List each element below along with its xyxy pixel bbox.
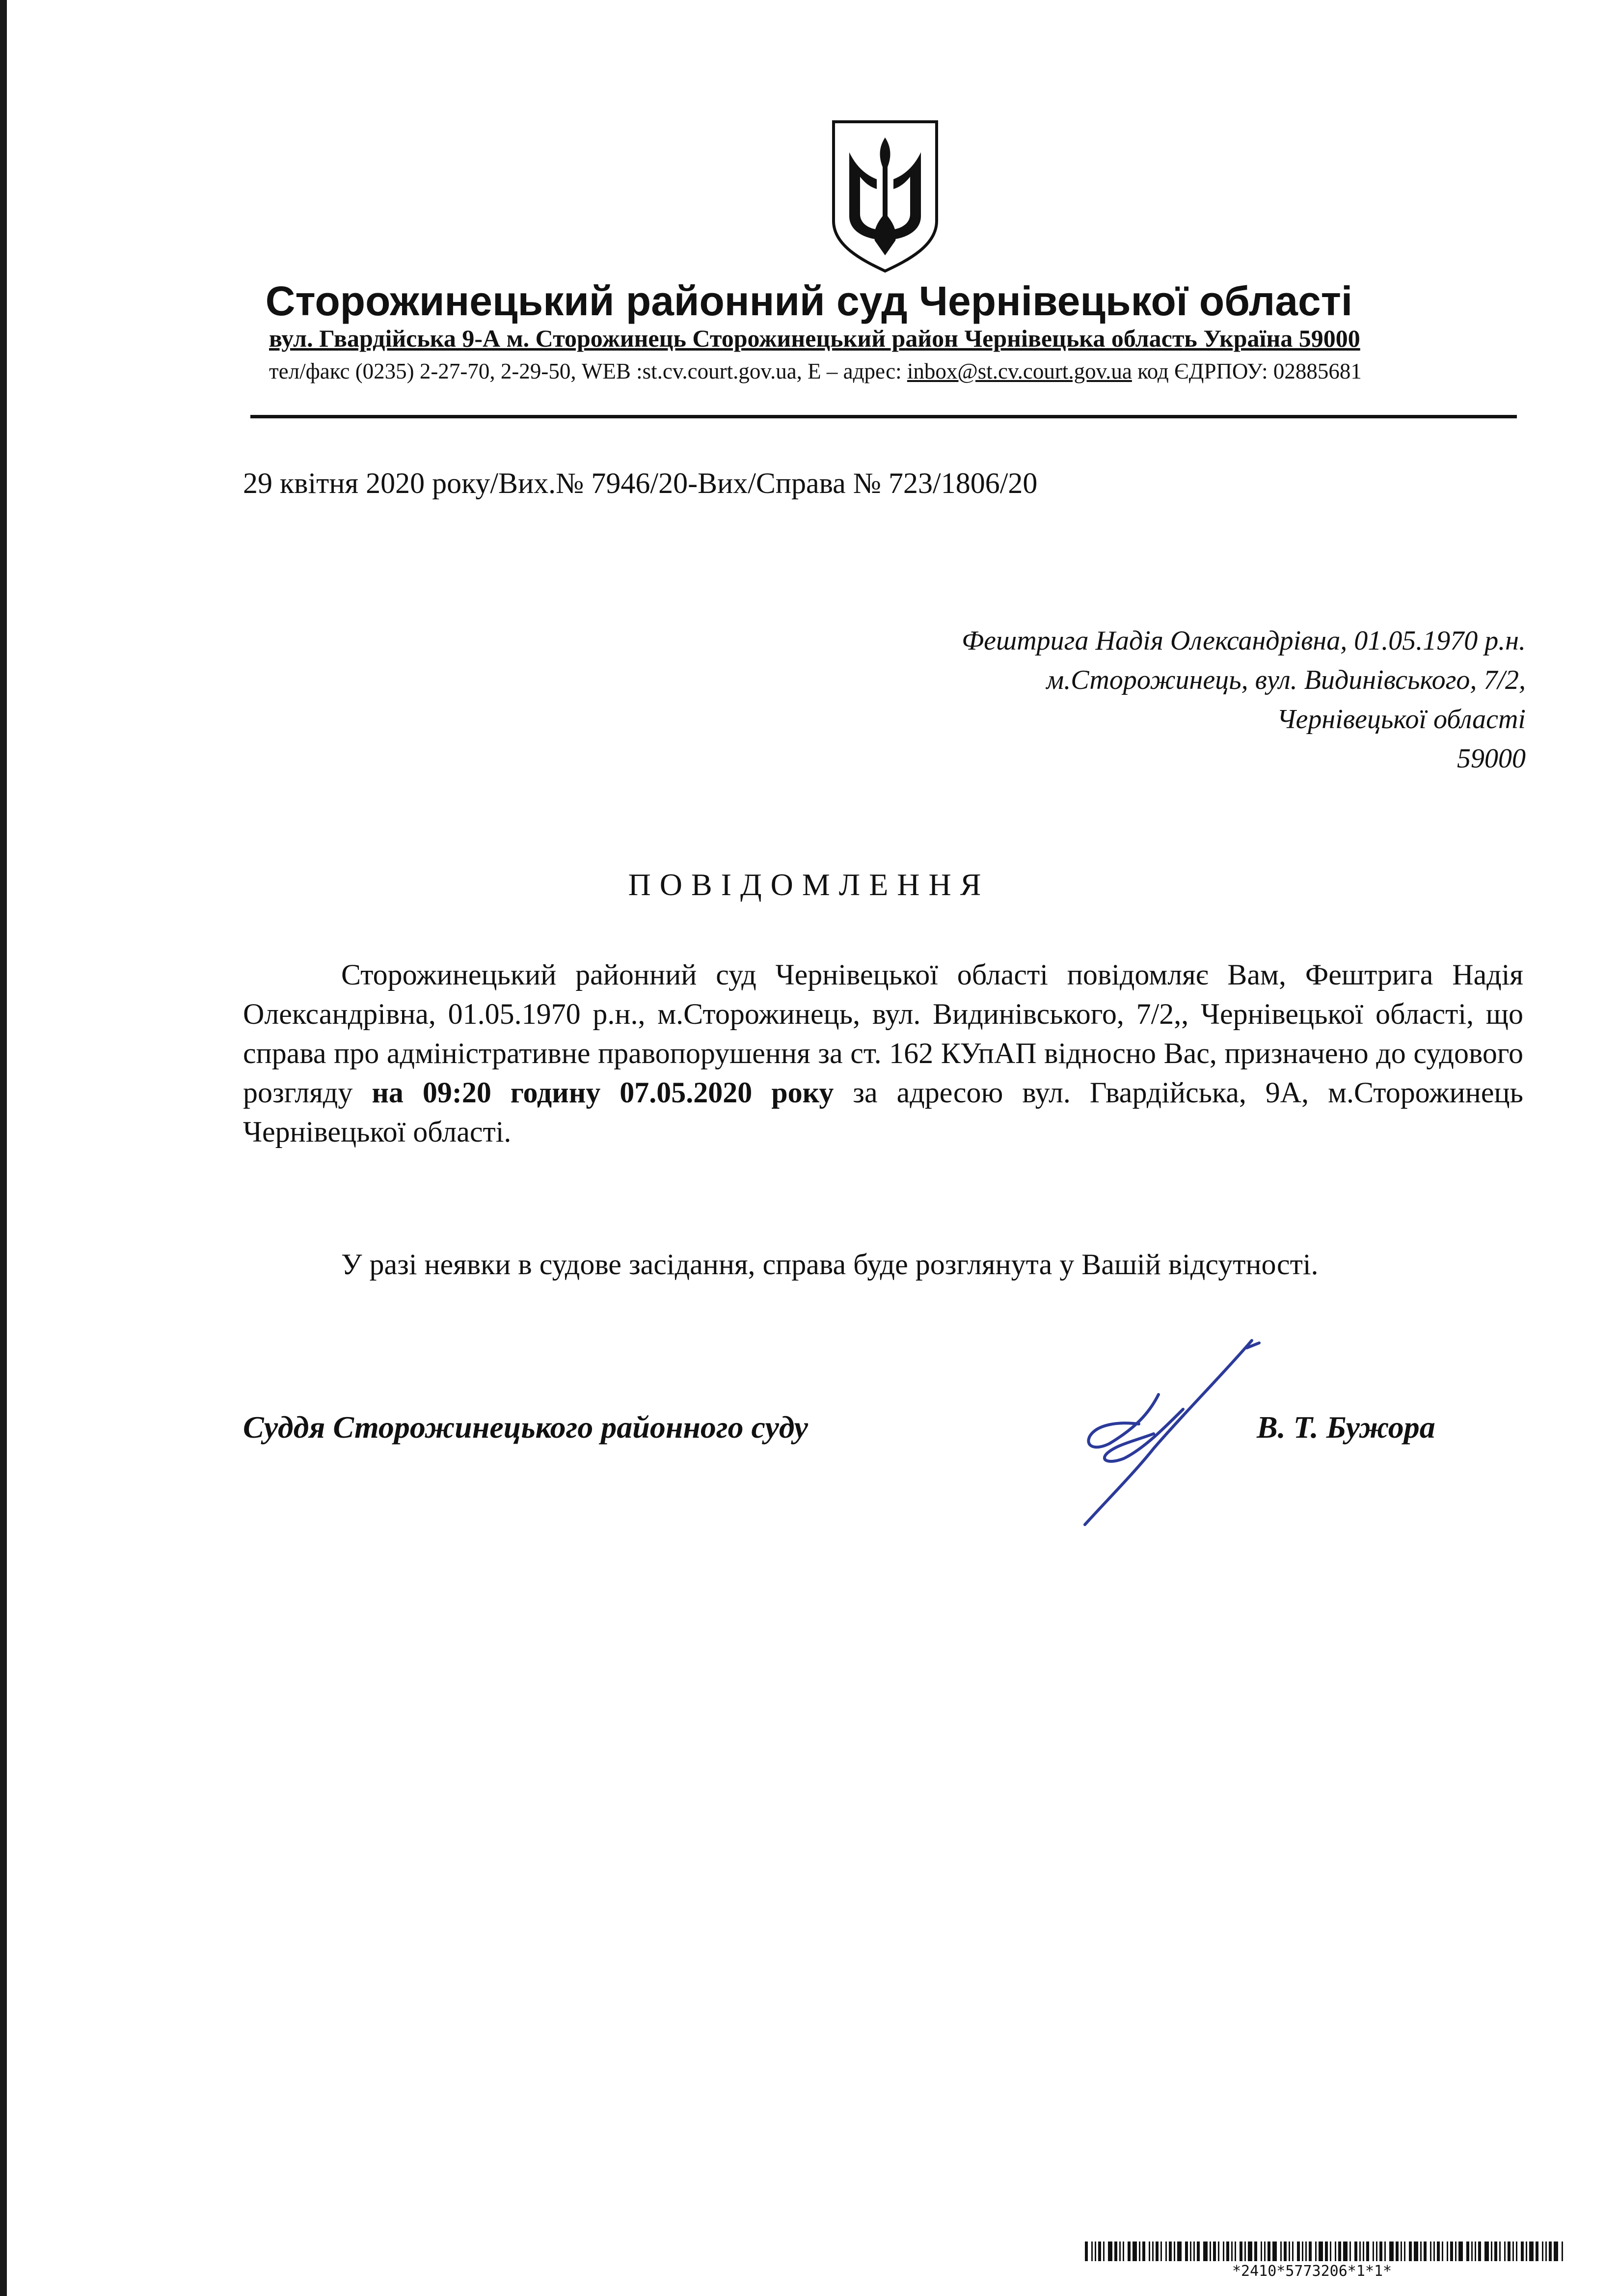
notice-paragraph-2: У разі неявки в судове засідання, справа буде розглянута у Вашій відсутності. xyxy=(341,1248,1319,1281)
barcode-bar xyxy=(1349,2241,1351,2261)
barcode-bar xyxy=(1549,2241,1552,2261)
barcode-bar xyxy=(1484,2241,1489,2261)
judge-name: В. Т. Бужора xyxy=(1257,1410,1435,1445)
barcode-bar xyxy=(1267,2241,1270,2261)
barcode-bar xyxy=(1139,2241,1140,2261)
barcode-bar xyxy=(1108,2241,1112,2261)
barcode-bar xyxy=(1354,2241,1357,2261)
court-email-link[interactable]: inbox@st.cv.court.gov.ua xyxy=(907,359,1132,383)
barcode-bar xyxy=(1494,2241,1497,2261)
barcode-bar xyxy=(1401,2241,1402,2261)
barcode-bar xyxy=(1409,2241,1412,2261)
signature-role: Суддя Сторожинецького районного суду xyxy=(243,1410,809,1445)
barcode-bar xyxy=(1508,2241,1510,2261)
court-edrpou-code: код ЄДРПОУ: 02885681 xyxy=(1132,359,1362,383)
barcode-bar xyxy=(1133,2241,1137,2261)
barcode-bar xyxy=(1447,2241,1448,2261)
barcode-bar xyxy=(1185,2241,1188,2261)
recipient-name-line: Фештрига Надія Олександрівна, 01.05.1970 р.н. xyxy=(962,626,1526,656)
barcode-bar xyxy=(1248,2241,1252,2261)
barcode-bar xyxy=(1424,2241,1427,2261)
barcode-bar xyxy=(1442,2241,1443,2261)
barcode-bar xyxy=(1142,2241,1145,2261)
notice-title: ПОВІДОМЛЕННЯ xyxy=(628,867,990,902)
barcode-bar xyxy=(1149,2241,1150,2261)
hearing-datetime: на 09:20 годину 07.05.2020 року xyxy=(372,1076,834,1109)
barcode-bar xyxy=(1384,2241,1386,2261)
barcode-bar xyxy=(1315,2241,1317,2261)
barcode-bar xyxy=(1095,2241,1096,2261)
barcode-bar xyxy=(1203,2241,1208,2261)
notice-paragraph-1 xyxy=(243,955,1523,1151)
barcode-bar xyxy=(1231,2241,1233,2261)
barcode-bar xyxy=(1396,2241,1399,2261)
barcode-bar xyxy=(1272,2241,1277,2261)
barcode-bar xyxy=(1261,2241,1262,2261)
barcode-bar xyxy=(1330,2241,1331,2261)
barcode-bar xyxy=(1305,2241,1307,2261)
notice-p1-text-a: Сторожинецький районний суд Чернівецької області повідомляє Вам, Фештрига Надія Олександрівна, 01.05.1970 р.н., м.Сторожинець, вул. Видинівського, 7/2,, Чернівецької області, що справа про адміністративне правопорушення за ст. 162 КУпАП відносно Вас, призначено до судового розгляду xyxy=(243,958,1523,1109)
barcode-bar xyxy=(1119,2241,1121,2261)
barcode-bar xyxy=(1433,2241,1435,2261)
recipient-region-line: Чернівецької області xyxy=(1276,704,1526,735)
recipient-postcode-line: 59000 xyxy=(1457,743,1526,774)
barcode-bar xyxy=(1197,2241,1200,2261)
barcode-bar xyxy=(1404,2241,1405,2261)
barcode-bar xyxy=(1177,2241,1182,2261)
recipient-address-line: м.Сторожинець, вул. Видинівського, 7/2, xyxy=(1046,665,1526,695)
barcode-bar xyxy=(1289,2241,1290,2261)
header-divider xyxy=(250,415,1517,418)
notice-p1-text-b: за адресою вул. Гвардійська, 9А, м.Сторожинець Чернівецької області. xyxy=(243,1076,1523,1148)
contacts-phone-web: тел/факс (0235) 2-27-70, 2-29-50, WEB :st.cv.court.gov.ua, E – адрес: xyxy=(269,359,907,383)
barcode-number: *2410*5773206*1*1* xyxy=(1232,2263,1392,2280)
barcode-bar xyxy=(1475,2241,1476,2261)
barcode-bar xyxy=(1466,2241,1469,2261)
barcode-bar xyxy=(1325,2241,1328,2261)
barcode-bar xyxy=(1450,2241,1453,2261)
barcode-bar xyxy=(1254,2241,1257,2261)
barcode-bar xyxy=(1284,2241,1287,2261)
barcode-bar xyxy=(1098,2241,1101,2261)
barcode-bar xyxy=(1471,2241,1473,2261)
handwritten-signature xyxy=(1036,1336,1267,1532)
barcode-bar xyxy=(1529,2241,1534,2261)
barcode-bar xyxy=(1292,2241,1294,2261)
barcode-bar xyxy=(1213,2241,1216,2261)
barcode-bar xyxy=(1302,2241,1303,2261)
barcode-bar xyxy=(1169,2241,1172,2261)
barcode-bar xyxy=(1521,2241,1524,2261)
barcode-bar xyxy=(1218,2241,1219,2261)
barcode-bar xyxy=(1554,2241,1558,2261)
barcode-bar xyxy=(1103,2241,1105,2261)
barcode-bar xyxy=(1504,2241,1506,2261)
barcode-bar xyxy=(1478,2241,1481,2261)
barcode-bar xyxy=(1343,2241,1348,2261)
barcode-bar xyxy=(1297,2241,1300,2261)
barcode-bar xyxy=(1226,2241,1229,2261)
barcode-bar xyxy=(1338,2241,1341,2261)
barcode-bar xyxy=(1240,2241,1242,2261)
barcode-bar xyxy=(1165,2241,1167,2261)
court-name: Сторожинецький районний суд Чернівецької області xyxy=(265,278,1353,324)
barcode xyxy=(1085,2241,1566,2261)
barcode-bar xyxy=(1376,2241,1377,2261)
court-address: вул. Гвардійська 9-А м. Сторожинець Сторожинецький район Чернівецька область Україна 59000 xyxy=(269,325,1360,352)
barcode-bar xyxy=(1309,2241,1312,2261)
barcode-bar xyxy=(1437,2241,1440,2261)
barcode-bar xyxy=(1526,2241,1527,2261)
barcode-bar xyxy=(1430,2241,1431,2261)
court-contacts xyxy=(269,358,1362,384)
outgoing-reference: 29 квітня 2020 року/Вих.№ 7946/20-Вих/Справа № 723/1806/20 xyxy=(243,467,1038,499)
barcode-bar xyxy=(1545,2241,1547,2261)
barcode-bar xyxy=(1512,2241,1514,2261)
barcode-bar xyxy=(1280,2241,1282,2261)
barcode-bar xyxy=(1223,2241,1224,2261)
barcode-bar xyxy=(1359,2241,1361,2261)
barcode-bar xyxy=(1235,2241,1236,2261)
barcode-bar xyxy=(1152,2241,1154,2261)
barcode-bar xyxy=(1156,2241,1159,2261)
barcode-bar xyxy=(1491,2241,1492,2261)
barcode-bar xyxy=(1379,2241,1382,2261)
barcode-bar xyxy=(1414,2241,1418,2261)
barcode-bar xyxy=(1123,2241,1124,2261)
recipient-block xyxy=(962,621,1526,778)
barcode-bar xyxy=(1264,2241,1266,2261)
barcode-bar xyxy=(1420,2241,1422,2261)
barcode-bar xyxy=(1516,2241,1517,2261)
barcode-bar xyxy=(1091,2241,1093,2261)
barcode-bar xyxy=(1114,2241,1117,2261)
barcode-bar xyxy=(1319,2241,1323,2261)
barcode-bar xyxy=(1210,2241,1211,2261)
barcode-bar xyxy=(1244,2241,1246,2261)
barcode-bar xyxy=(1455,2241,1456,2261)
barcode-bar xyxy=(1085,2241,1088,2261)
barcode-bar xyxy=(1542,2241,1543,2261)
barcode-bar xyxy=(1373,2241,1374,2261)
barcode-bar xyxy=(1160,2241,1162,2261)
barcode-bar xyxy=(1499,2241,1501,2261)
barcode-bar xyxy=(1363,2241,1364,2261)
barcode-bar xyxy=(1193,2241,1195,2261)
trident-coat-of-arms-icon xyxy=(830,118,941,275)
barcode-bar xyxy=(1536,2241,1538,2261)
barcode-bar xyxy=(1174,2241,1175,2261)
barcode-bar xyxy=(1128,2241,1131,2261)
scan-edge xyxy=(0,0,7,2296)
barcode-bar xyxy=(1562,2241,1563,2261)
barcode-bar xyxy=(1389,2241,1394,2261)
barcode-bar xyxy=(1458,2241,1463,2261)
barcode-bar xyxy=(1366,2241,1369,2261)
barcode-bar xyxy=(1335,2241,1336,2261)
barcode-bar xyxy=(1190,2241,1191,2261)
